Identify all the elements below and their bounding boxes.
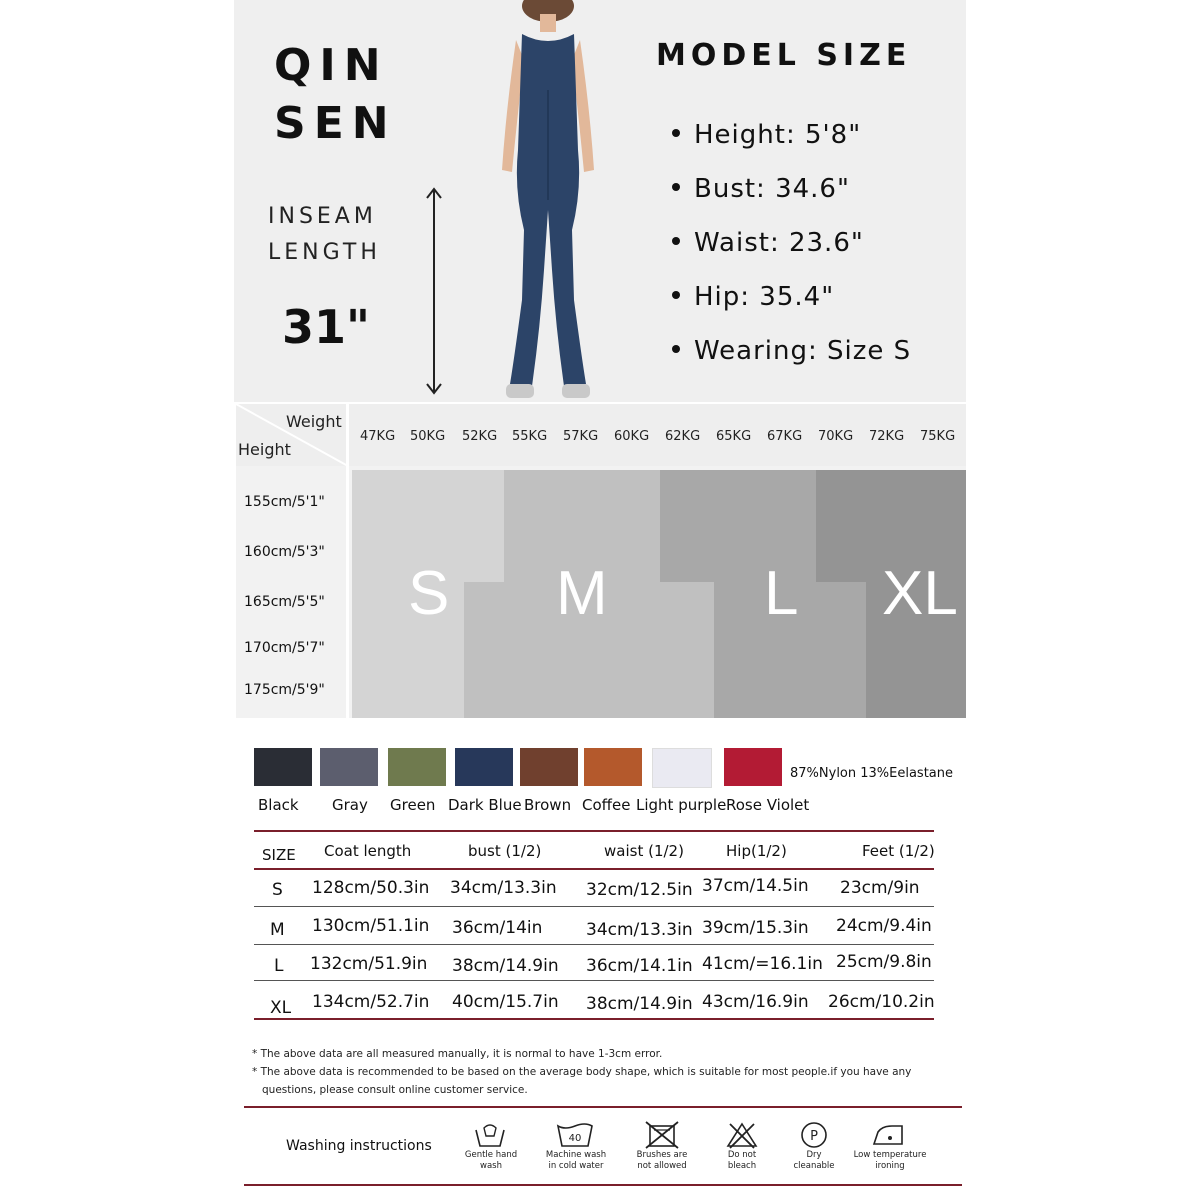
swatch-label: Coffee <box>582 796 631 814</box>
hero-panel <box>234 0 966 402</box>
col-header-bust: bust (1/2) <box>468 842 542 860</box>
svg-text:40: 40 <box>568 1133 582 1144</box>
table-cell: 23cm/9in <box>840 878 920 898</box>
wash-label-machine: Machine wash in cold water <box>545 1150 607 1171</box>
weight-label: 60KG <box>614 429 650 444</box>
size-label-l: L <box>764 559 799 628</box>
height-label: 175cm/5'9" <box>244 682 325 698</box>
swatch-dark-blue[interactable] <box>455 748 513 786</box>
size-label-xl: XL <box>882 559 958 628</box>
note-3: questions, please consult online customer service. <box>262 1084 528 1096</box>
weight-label: 55KG <box>512 429 548 444</box>
no-brush-icon <box>642 1120 682 1150</box>
table-cell: 41cm/=16.1in <box>702 954 823 974</box>
note-1: * The above data are all measured manually, it is normal to have 1-3cm error. <box>252 1048 663 1060</box>
model-stat-height: Height: 5'8" <box>672 120 861 150</box>
weight-label: 70KG <box>818 429 854 444</box>
table-cell: L <box>274 956 284 976</box>
wash-label-hand: Gentle hand wash <box>464 1150 518 1171</box>
chart-divider <box>346 404 349 718</box>
fabric-composition: 87%Nylon 13%Eelastane <box>790 766 954 781</box>
table-cell: 38cm/14.9in <box>452 956 559 976</box>
weight-label: 65KG <box>716 429 752 444</box>
swatch-label: Light purple <box>636 796 727 814</box>
washing-title: Washing instructions <box>286 1138 432 1154</box>
inseam-label-2: LENGTH <box>268 240 381 265</box>
height-label: 155cm/5'1" <box>244 494 325 510</box>
swatch-label: Brown <box>524 796 572 814</box>
table-cell: 32cm/12.5in <box>586 880 693 900</box>
col-header-waist: waist (1/2) <box>604 842 684 860</box>
table-cell: 40cm/15.7in <box>452 992 559 1012</box>
row-rule <box>254 944 934 945</box>
table-cell: 36cm/14in <box>452 918 543 938</box>
table-cell: 39cm/15.3in <box>702 918 809 938</box>
table-cell: 34cm/13.3in <box>450 878 557 898</box>
table-cell: M <box>270 920 285 940</box>
model-stat-wearing: Wearing: Size S <box>672 336 911 366</box>
weight-label: 67KG <box>767 429 803 444</box>
wash-label-dry: Dry cleanable <box>793 1150 835 1171</box>
col-header-coat: Coat length <box>324 842 412 860</box>
table-cell: XL <box>270 998 292 1018</box>
swatch-green[interactable] <box>388 748 446 786</box>
table-cell: 130cm/51.1in <box>312 916 430 936</box>
wash-bottom-rule <box>244 1184 962 1186</box>
table-cell: 128cm/50.3in <box>312 878 430 898</box>
row-rule <box>254 980 934 981</box>
table-cell: 37cm/14.5in <box>702 876 809 896</box>
size-label-m: M <box>556 559 608 628</box>
table-cell: 36cm/14.1in <box>586 956 693 976</box>
model-stat-waist: Waist: 23.6" <box>672 228 864 258</box>
inseam-value: 31" <box>282 300 370 354</box>
table-cell: 132cm/51.9in <box>310 954 428 974</box>
table-cell: S <box>272 880 283 900</box>
note-2: * The above data is recommended to be based on the average body shape, which is suitable for most people.if you have any <box>252 1066 912 1078</box>
swatch-label: Rose Violet <box>726 796 810 814</box>
row-rule <box>254 906 934 907</box>
weight-axis-label: Weight <box>286 412 342 431</box>
table-cell: 43cm/16.9in <box>702 992 809 1012</box>
hand-wash-icon <box>470 1120 510 1150</box>
weight-label: 47KG <box>360 429 396 444</box>
weight-label: 75KG <box>920 429 956 444</box>
swatch-black[interactable] <box>254 748 312 786</box>
swatch-label: Black <box>258 796 299 814</box>
table-cell: 38cm/14.9in <box>586 994 693 1014</box>
swatch-label: Gray <box>332 796 368 814</box>
size-chart <box>236 404 966 718</box>
height-label: 170cm/5'7" <box>244 640 325 656</box>
no-bleach-icon <box>722 1120 762 1150</box>
table-cell: 24cm/9.4in <box>836 916 932 936</box>
swatch-label: Green <box>390 796 436 814</box>
weight-label: 57KG <box>563 429 599 444</box>
swatch-coffee[interactable] <box>584 748 642 786</box>
model-size-title: MODEL SIZE <box>656 38 912 73</box>
model-stat-bust: Bust: 34.6" <box>672 174 850 204</box>
swatch-label: Dark Blue <box>448 796 522 814</box>
machine-wash-icon <box>555 1120 595 1150</box>
col-header-size: SIZE <box>262 846 296 864</box>
model-photo <box>478 0 618 402</box>
dry-clean-icon <box>794 1120 834 1150</box>
iron-icon <box>868 1120 908 1150</box>
swatch-rose-violet[interactable] <box>724 748 782 786</box>
swatch-brown[interactable] <box>520 748 578 786</box>
swatch-gray[interactable] <box>320 748 378 786</box>
brand-line-2: SEN <box>274 98 397 149</box>
wash-label-iron: Low temperature ironing <box>853 1150 927 1171</box>
wash-top-rule <box>244 1106 962 1108</box>
col-header-feet: Feet (1/2) <box>862 842 935 860</box>
table-cell: 26cm/10.2in <box>828 992 935 1012</box>
weight-label: 72KG <box>869 429 905 444</box>
model-stat-hip: Hip: 35.4" <box>672 282 834 312</box>
header-rule <box>254 868 934 870</box>
table-cell: 34cm/13.3in <box>586 920 693 940</box>
weight-label: 52KG <box>462 429 498 444</box>
height-label: 160cm/5'3" <box>244 544 325 560</box>
wash-label-bleach: Do not bleach <box>727 1150 757 1171</box>
wash-label-brush: Brushes are not allowed <box>636 1150 688 1171</box>
height-axis-label: Height <box>238 440 291 459</box>
inseam-label-1: INSEAM <box>268 204 377 229</box>
inseam-arrow-icon <box>424 186 444 396</box>
brand-line-1: QIN <box>274 40 389 91</box>
weight-label: 62KG <box>665 429 701 444</box>
height-label: 165cm/5'5" <box>244 594 325 610</box>
table-cell: 134cm/52.7in <box>312 992 430 1012</box>
svg-text:P: P <box>810 1129 818 1144</box>
table-top-rule <box>254 830 934 832</box>
weight-label: 50KG <box>410 429 446 444</box>
swatch-light-purple[interactable] <box>652 748 712 788</box>
col-header-hip: Hip(1/2) <box>726 842 787 860</box>
table-bottom-rule <box>254 1018 934 1020</box>
table-cell: 25cm/9.8in <box>836 952 932 972</box>
size-label-s: S <box>408 559 450 628</box>
